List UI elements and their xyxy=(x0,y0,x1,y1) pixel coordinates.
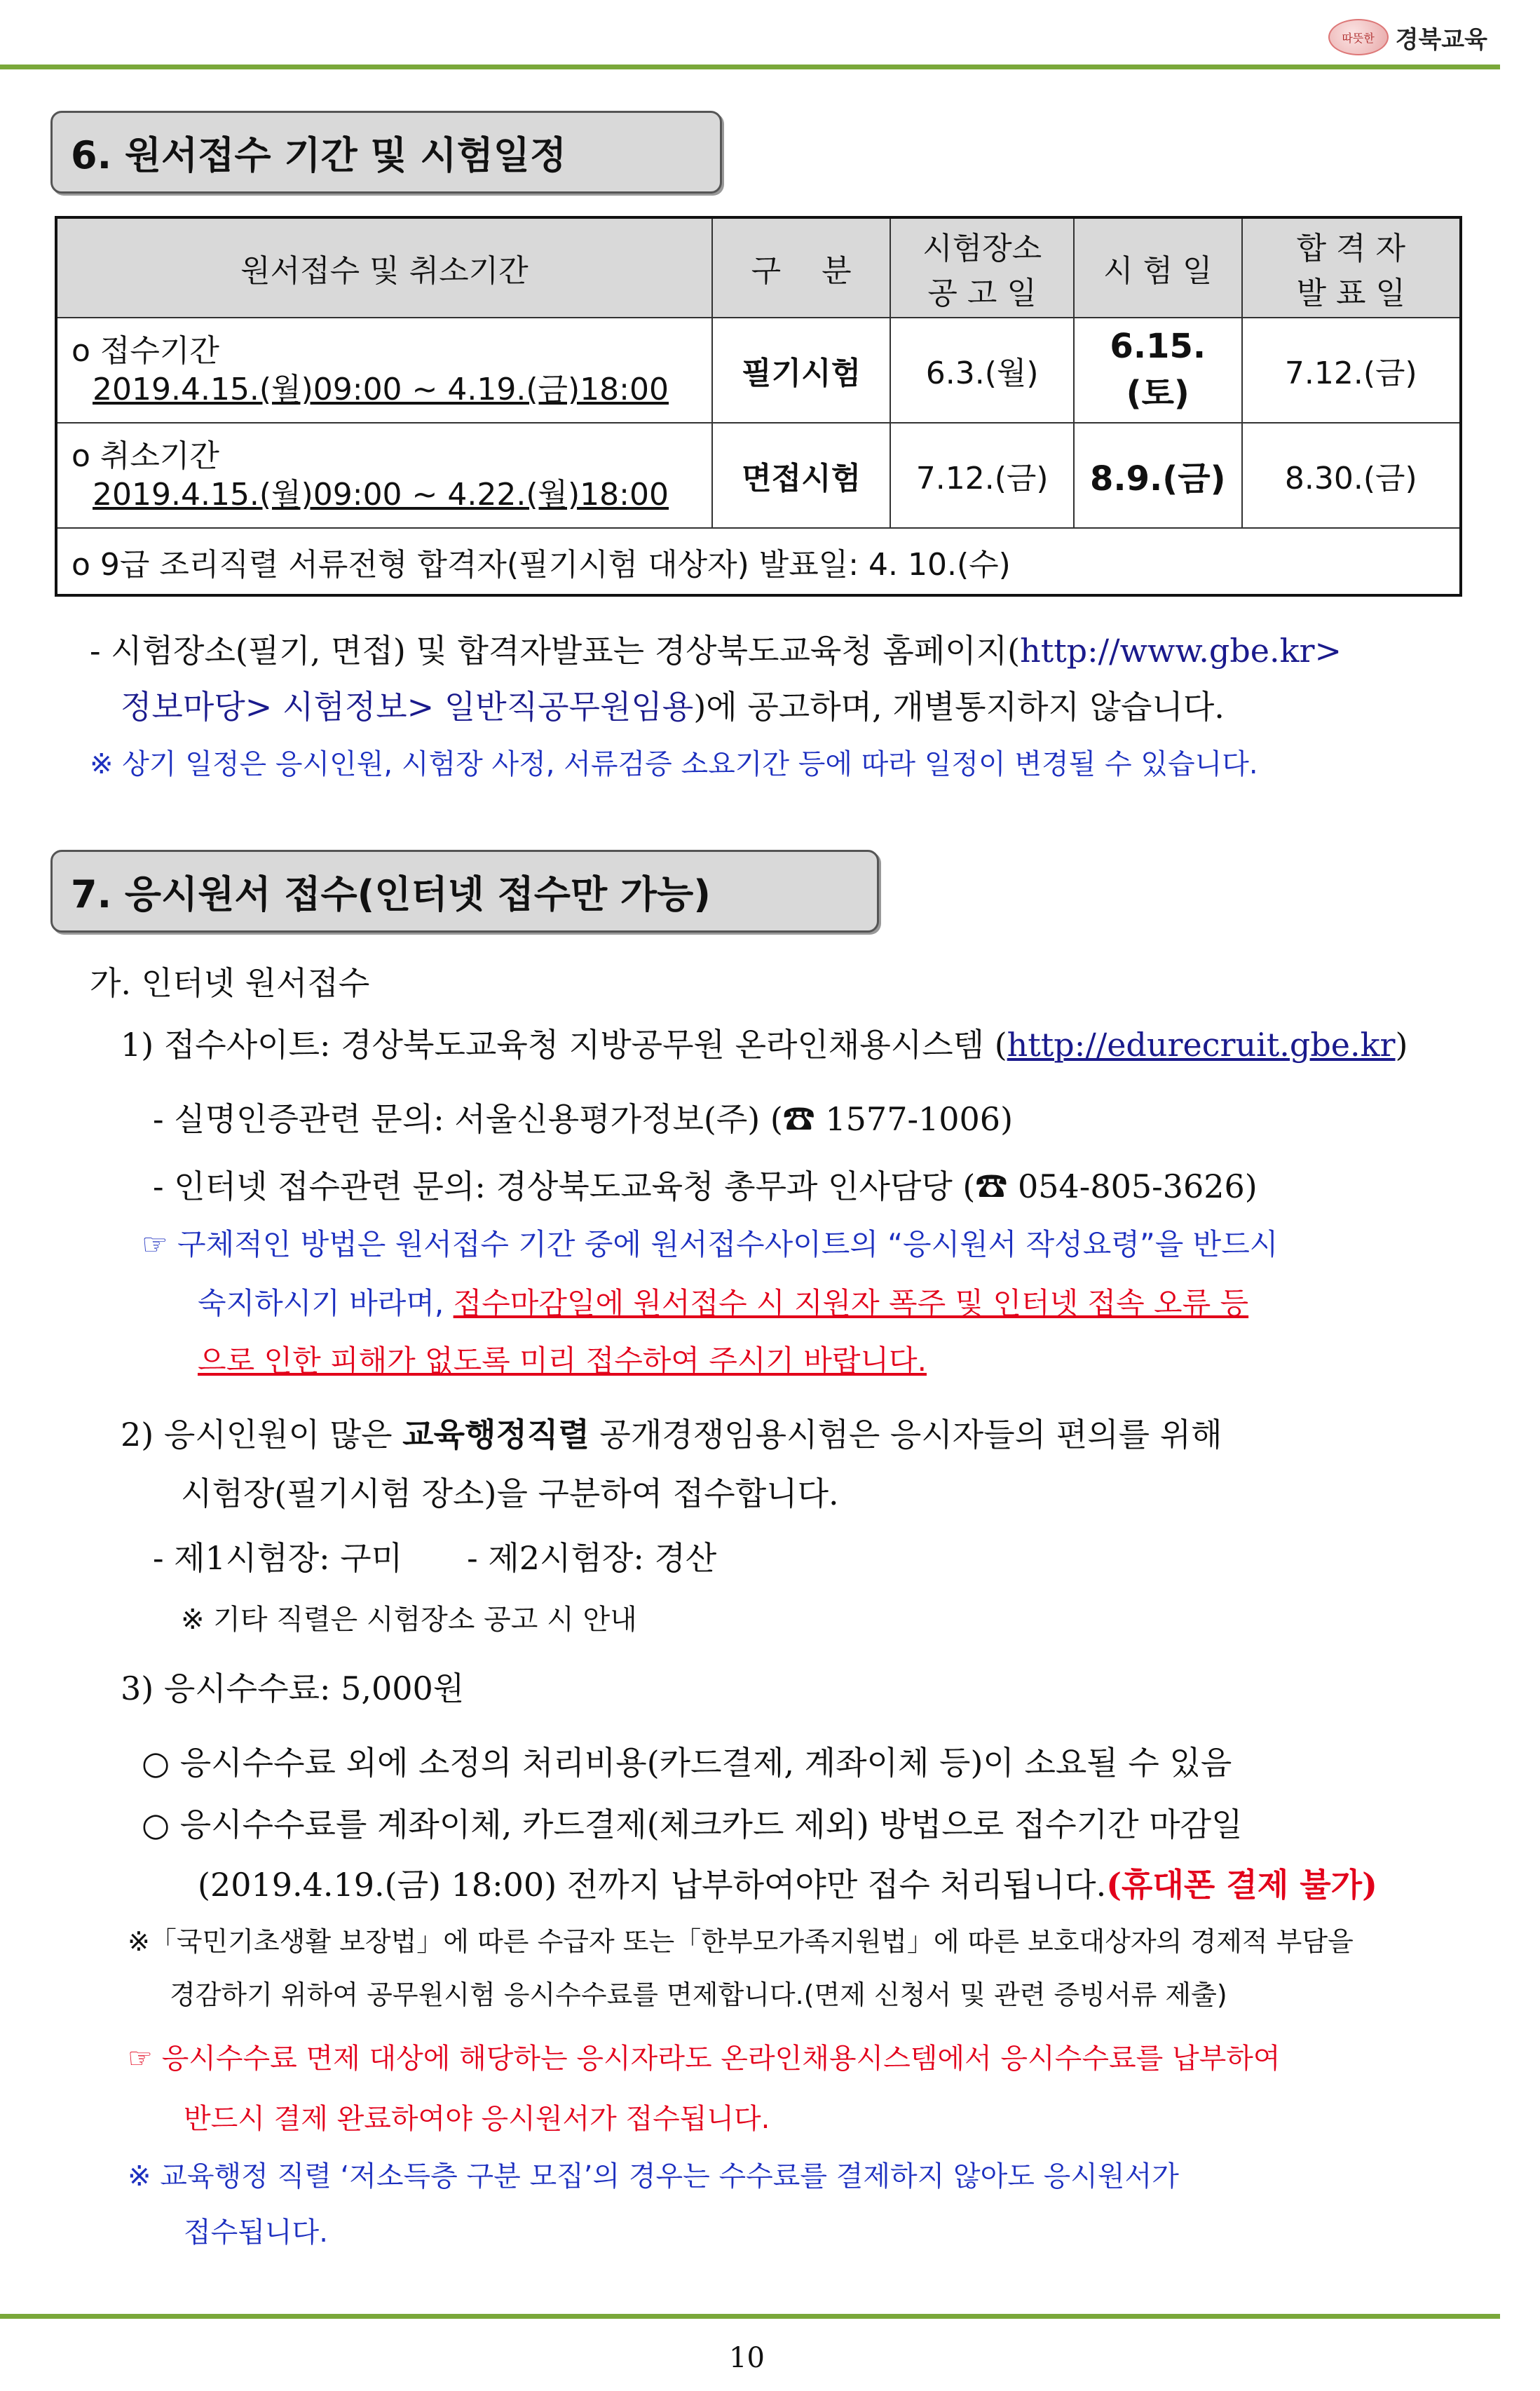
notice-text: - 시험장소(필기, 면접) 및 합격자발표는 경상북도교육청 홈페이지( xyxy=(90,632,1021,670)
section-6-title: 6. 원서접수 기간 및 시험일정 xyxy=(71,133,567,177)
item-text: 1) 접수사이트: 경상북도교육청 지방공무원 온라인채용시스템 ( xyxy=(121,1026,1007,1064)
notice-line-2 xyxy=(121,682,1225,728)
identity-contact: - 실명인증관련 문의: 서울신용평가정보(주) (☎ 1577-1006) xyxy=(153,1100,1014,1138)
item-text: ) xyxy=(1395,1026,1408,1064)
notice-line-1 xyxy=(90,625,1342,672)
section-7-title: 7. 응시원서 접수(인터넷 접수만 가능) xyxy=(71,872,711,916)
header-venue-date: 시험장소 공 고 일 xyxy=(890,217,1074,318)
announcement-cell: o 9급 조리직렬 서류전형 합격자(필기시험 대상자) 발표일: 4. 10.(수) xyxy=(56,528,1461,595)
note-text: 숙지하시기 바라며, xyxy=(198,1286,454,1320)
result-date-cell: 8.30.(금) xyxy=(1242,423,1461,528)
payment-note-1: ☞ 응시수수료 면제 대상에 해당하는 응시자라도 온라인채용시스템에서 응시수수료를 납부하여 xyxy=(128,2043,1281,2075)
bottom-divider xyxy=(0,2314,1500,2319)
low-income-note-2: 접수됩니다. xyxy=(184,2216,328,2249)
section-6-heading xyxy=(50,111,722,194)
page-number: 10 xyxy=(729,2342,765,2374)
payment-note-2: 반드시 결제 완료하여야 응시원서가 접수됩니다. xyxy=(184,2103,770,2135)
top-divider xyxy=(0,65,1500,69)
venue-date-cell: 6.3.(월) xyxy=(890,318,1074,423)
exam-date-cell: 6.15.(토) xyxy=(1074,318,1242,423)
schedule-table xyxy=(55,216,1462,597)
logo-emblem: 따뜻한 xyxy=(1328,19,1389,55)
header-exam-date: 시 험 일 xyxy=(1074,217,1242,318)
receipt-period: 2019.4.15.(월)09:00 ~ 4.19.(금)18:00 xyxy=(93,372,669,407)
item-2-line-2: 시험장(필기시험 장소)을 구분하여 접수합니다. xyxy=(181,1475,839,1512)
cancel-period: 2019.4.15.(월)09:00 ~ 4.22.(월)18:00 xyxy=(93,477,669,513)
cancel-label: o 취소기간 xyxy=(71,438,219,474)
method-note-2 xyxy=(198,1280,1248,1322)
exemption-note-2: 경감하기 위하여 공무원시험 응시수수료를 면제합니다.(면제 신청서 및 관련 증빙서류 제출) xyxy=(170,1979,1227,2010)
exam-venues: - 제1시험장: 구미 - 제2시험장: 경산 xyxy=(153,1539,717,1577)
exam-date-cell: 8.9.(금) xyxy=(1074,423,1242,528)
table-footer-row xyxy=(56,528,1461,595)
table-row xyxy=(56,318,1461,423)
header-type: 구 분 xyxy=(712,217,890,318)
note-text: (2019.4.19.(금) 18:00) 전까지 납부하여야만 접수 처리됩니다. xyxy=(198,1866,1107,1904)
table-row xyxy=(56,423,1461,528)
homepage-link[interactable]: http://www.gbe.kr> xyxy=(1020,632,1342,670)
schedule-change-note: ※ 상기 일정은 응시인원, 시험장 사정, 서류검증 소요기간 등에 따라 일정이 변경될 수 있습니다. xyxy=(90,748,1258,780)
exam-type-cell: 필기시험 xyxy=(712,318,890,423)
item-emphasis: 교육행정직렬 xyxy=(402,1416,590,1454)
receipt-period-cell xyxy=(56,318,712,423)
exemption-note-1: ※「국민기초생활 보장법」에 따른 수급자 또는「한부모가족지원법」에 따른 보호대상자의 경제적 부담을 xyxy=(128,1926,1354,1957)
logo-text: 경북교육 xyxy=(1395,25,1487,54)
table-header-row xyxy=(56,217,1461,318)
subheading-ga: 가. 인터넷 원서접수 xyxy=(90,964,370,1002)
method-note-3: 으로 인한 피해가 없도록 미리 접수하여 주시기 바랍니다. xyxy=(198,1343,927,1378)
header-result-date: 합 격 자 발 표 일 xyxy=(1242,217,1461,318)
header-logo xyxy=(1328,18,1487,56)
fee-note-3 xyxy=(198,1860,1377,1906)
header-period: 원서접수 및 취소기간 xyxy=(56,217,712,318)
recruit-site-link[interactable]: http://edurecruit.gbe.kr xyxy=(1007,1026,1396,1064)
fee-note-2: ○ 응시수수료를 계좌이체, 카드결제(체크카드 제외) 방법으로 접수기간 마감일 xyxy=(142,1806,1243,1843)
other-venue-note: ※ 기타 직렬은 시험장소 공고 시 안내 xyxy=(181,1604,637,1636)
warning-text: (휴대폰 결제 불가) xyxy=(1106,1866,1377,1904)
item-text: 공개경쟁임용시험은 응시자들의 편의를 위해 xyxy=(589,1416,1222,1454)
cancel-period-cell xyxy=(56,423,712,528)
item-3-fee: 3) 응시수수료: 5,000원 xyxy=(121,1669,465,1707)
method-note-1: ☞ 구체적인 방법은 원서접수 기간 중에 원서접수사이트의 “응시원서 작성요령”을 반드시 xyxy=(142,1227,1279,1261)
menu-path-link[interactable]: 정보마당> 시험정보> 일반직공무원임용 xyxy=(121,688,694,726)
item-text: 2) 응시인원이 많은 xyxy=(121,1416,403,1454)
warning-text: 접수마감일에 원서접수 시 지원자 폭주 및 인터넷 접속 오류 등 xyxy=(453,1286,1249,1320)
item-1-site xyxy=(121,1020,1408,1066)
fee-note-1: ○ 응시수수료 외에 소정의 처리비용(카드결제, 계좌이체 등)이 소요될 수 있음 xyxy=(142,1744,1232,1782)
receipt-contact: - 인터넷 접수관련 문의: 경상북도교육청 총무과 인사담당 (☎ 054-805-3626) xyxy=(153,1167,1258,1205)
result-date-cell: 7.12.(금) xyxy=(1242,318,1461,423)
item-2-line-1 xyxy=(121,1409,1222,1456)
low-income-note-1: ※ 교육행정 직렬 ‘저소득층 구분 모집’의 경우는 수수료를 결제하지 않아도 응시원서가 xyxy=(128,2160,1179,2193)
exam-type-cell: 면접시험 xyxy=(712,423,890,528)
venue-date-cell: 7.12.(금) xyxy=(890,423,1074,528)
notice-text: )에 공고하며, 개별통지하지 않습니다. xyxy=(693,688,1225,726)
section-7-heading xyxy=(50,850,879,933)
receipt-label: o 접수기간 xyxy=(71,333,219,369)
